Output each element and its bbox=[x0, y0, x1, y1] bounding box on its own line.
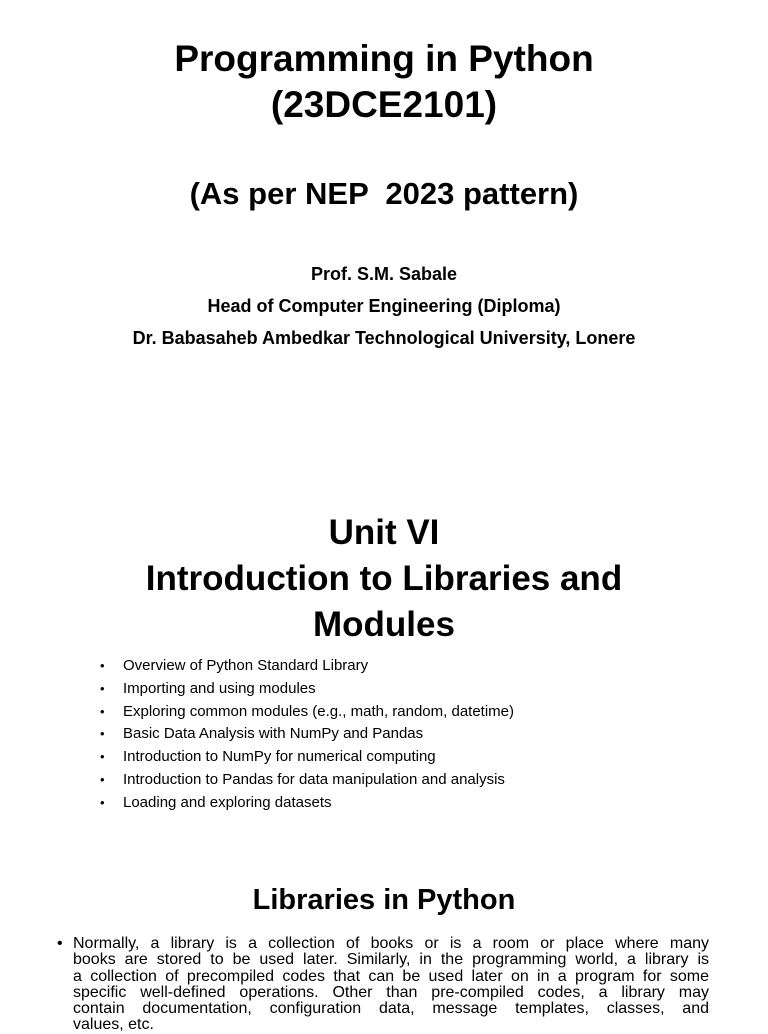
libraries-paragraph bbox=[57, 936, 709, 1034]
unit-title-line3: Modules bbox=[313, 605, 455, 644]
title-slide bbox=[0, 0, 768, 360]
list-item bbox=[100, 792, 514, 815]
bullet-icon: • bbox=[100, 771, 105, 787]
bullet-icon: • bbox=[100, 680, 105, 696]
list-item bbox=[100, 769, 514, 792]
topic-text: Introduction to Pandas for data manipulation and analysis bbox=[123, 770, 505, 788]
bullet-icon: • bbox=[100, 794, 105, 810]
bullet-icon: • bbox=[100, 726, 105, 742]
unit-slide bbox=[0, 500, 768, 830]
paragraph-line: Normally, a library is a collection of books or is a room or place where many bbox=[73, 935, 709, 952]
course-title-line1: Programming in Python bbox=[174, 38, 594, 79]
unit-title-line2: Introduction to Libraries and bbox=[145, 559, 623, 598]
pattern-subtitle: (As per NEP 2023 pattern) bbox=[189, 176, 579, 211]
bullet-icon: • bbox=[100, 658, 105, 673]
topic-text: Introduction to NumPy for numerical computing bbox=[123, 748, 436, 766]
topic-text: Overview of Python Standard Library bbox=[123, 657, 369, 674]
topic-text: Exploring common modules (e.g., math, random, datetime) bbox=[123, 702, 515, 720]
paragraph-line: a collection of precompiled codes that can be used later on in a program for some bbox=[73, 967, 709, 985]
paragraph-line: values, etc. bbox=[73, 1016, 154, 1034]
topic-text: Loading and exploring datasets bbox=[123, 793, 332, 811]
paragraph-text bbox=[73, 936, 709, 1034]
author-institution: Dr. Babasaheb Ambedkar Technological University, Lonere bbox=[132, 328, 636, 348]
unit-number: Unit VI bbox=[328, 513, 440, 552]
topic-text: Importing and using modules bbox=[123, 679, 316, 697]
unit-title bbox=[0, 510, 768, 648]
list-item bbox=[100, 655, 514, 678]
topic-text: Basic Data Analysis with NumPy and Pandas bbox=[123, 725, 424, 743]
libraries-slide bbox=[0, 870, 768, 1034]
bullet-icon: • bbox=[57, 935, 63, 952]
bullet-icon: • bbox=[100, 703, 105, 719]
list-item bbox=[100, 746, 514, 769]
topic-list bbox=[100, 655, 514, 815]
list-item bbox=[100, 678, 514, 701]
paragraph-line: specific well-defined operations. Other than pre-compiled codes, a library may bbox=[73, 983, 709, 1001]
author-name: Prof. S.M. Sabale bbox=[310, 264, 458, 284]
author-designation: Head of Computer Engineering (Diploma) bbox=[207, 296, 561, 316]
course-title bbox=[0, 36, 768, 128]
list-item bbox=[100, 701, 514, 724]
paragraph-line: contain documentation, configuration data, message templates, classes, and bbox=[73, 1000, 709, 1018]
author-block bbox=[0, 258, 768, 354]
list-item bbox=[100, 723, 514, 746]
bullet-icon: • bbox=[100, 749, 105, 765]
course-code: (23DCE2101) bbox=[270, 84, 498, 125]
paragraph-line: books are stored to be used later. Similarly, in the programming world, a library is bbox=[73, 951, 709, 969]
libraries-title: Libraries in Python bbox=[252, 884, 516, 916]
